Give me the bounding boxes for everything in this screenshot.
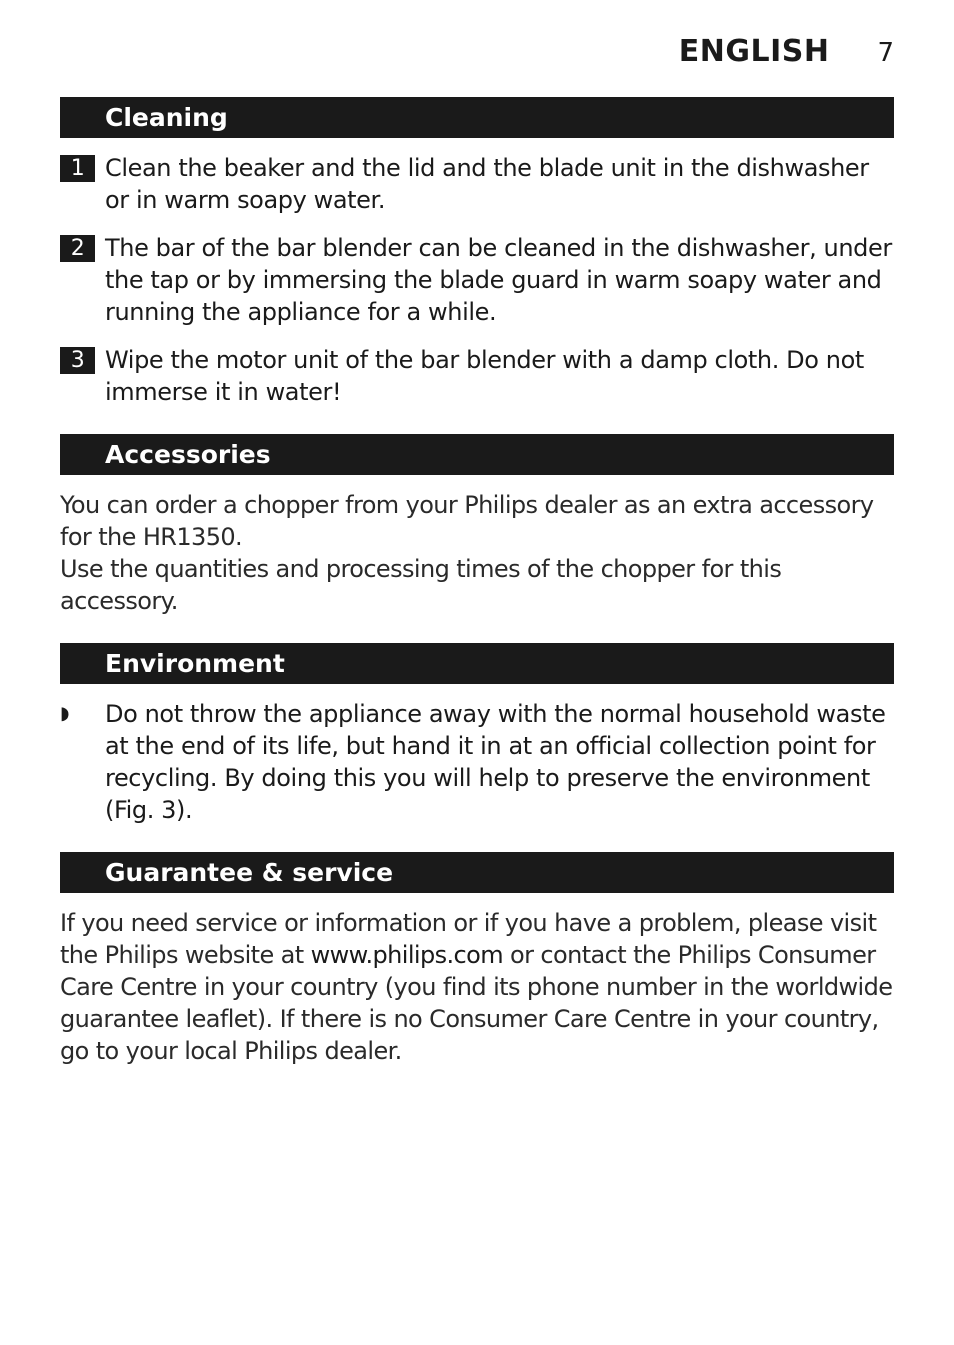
section-heading-guarantee: Guarantee & service <box>60 852 894 893</box>
section-heading-environment: Environment <box>60 643 894 684</box>
cleaning-step-1 <box>60 152 894 216</box>
step-text-2: The bar of the bar blender can be cleaned in the dishwasher, under the tap or by immersing the blade guard in warm soapy water and running the appliance for a while. <box>105 234 892 326</box>
environment-text: Do not throw the appliance away with the normal household waste at the end of its life, but hand it in at an official collection point for recycling. By doing this you will help to preserve the environment (Fig. 3). <box>105 700 886 824</box>
cleaning-step-2 <box>60 232 894 328</box>
guarantee-text-after: or contact the Philips Consumer Care Centre in your country (you find its phone number in the worldwide guarantee leaflet). If there is no Consumer Care Centre in your country, go to your local Philips dealer. <box>60 941 893 1065</box>
page-content <box>60 97 894 1067</box>
step-number-2: 2 <box>60 235 95 262</box>
step-text-3: Wipe the motor unit of the bar blender with a damp cloth. Do not immerse it in water! <box>105 346 864 406</box>
environment-item <box>60 698 894 826</box>
step-text-1: Clean the beaker and the lid and the blade unit in the dishwasher or in warm soapy water. <box>105 154 869 214</box>
step-number-3: 3 <box>60 347 95 374</box>
bullet-icon: ◗ <box>60 703 70 724</box>
philips-website-link[interactable]: www.philips.com <box>310 941 504 969</box>
guarantee-paragraph <box>60 907 894 1067</box>
page-header <box>679 34 894 69</box>
section-heading-cleaning: Cleaning <box>60 97 894 138</box>
section-heading-accessories: Accessories <box>60 434 894 475</box>
accessories-paragraph-2: Use the quantities and processing times of the chopper for this accessory. <box>60 555 782 615</box>
cleaning-step-3 <box>60 344 894 408</box>
guarantee-text-before: If you need service or information or if you have a problem, please visit the Philips website at <box>60 909 877 969</box>
step-number-1: 1 <box>60 155 95 182</box>
page-number: 7 <box>877 38 894 68</box>
accessories-paragraph-1: You can order a chopper from your Philips dealer as an extra accessory for the HR1350. <box>60 491 874 551</box>
language-title: ENGLISH <box>678 34 830 69</box>
